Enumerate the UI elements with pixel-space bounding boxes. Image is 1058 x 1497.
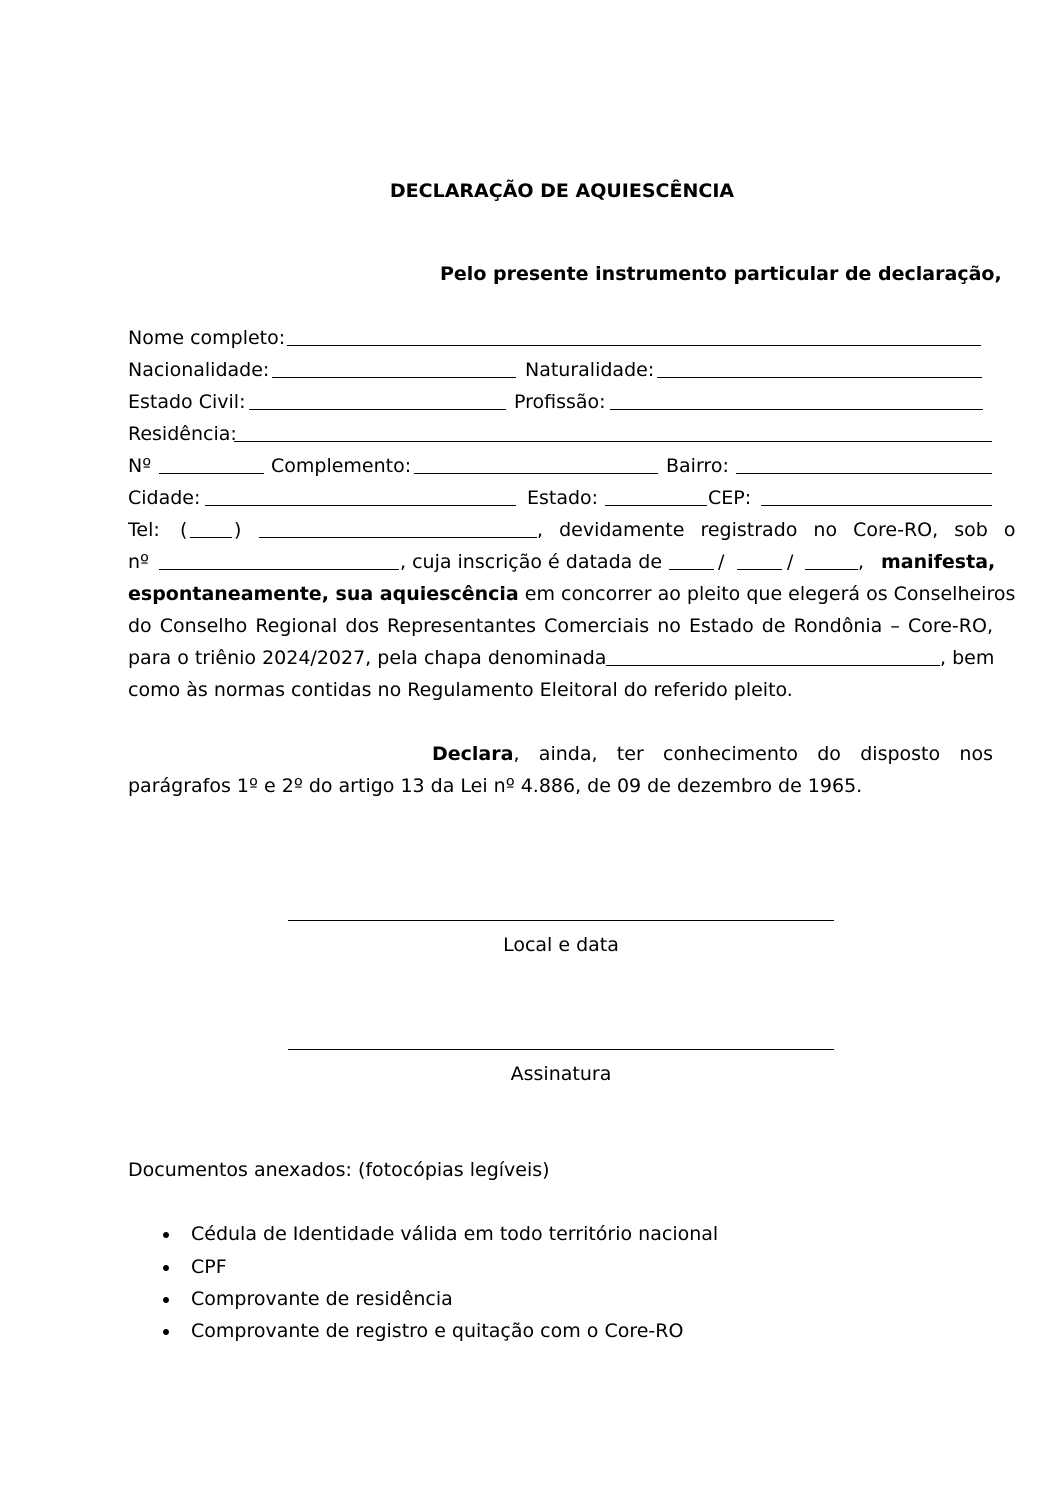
label-cidade: Cidade: xyxy=(128,487,201,509)
assinatura-line[interactable] xyxy=(288,1031,834,1050)
body-line-4: do Conselho Regional dos Representantes Comerciais no Estado de Rondônia – Core-RO, xyxy=(128,615,993,637)
label-profissao: Profissão: xyxy=(514,391,606,413)
label-nacionalidade: Nacionalidade: xyxy=(128,359,270,381)
field-data-ano[interactable] xyxy=(805,552,858,570)
assinatura-label: Assinatura xyxy=(510,1063,612,1085)
documents-heading: Documentos anexados: (fotocópias legíveis) xyxy=(128,1159,550,1181)
field-complemento[interactable] xyxy=(414,456,658,474)
field-nome[interactable] xyxy=(287,328,981,346)
label-estado-civil: Estado Civil: xyxy=(128,391,246,413)
label-residencia: Residência: xyxy=(128,423,237,445)
bullet-icon xyxy=(163,1232,169,1238)
field-estado[interactable] xyxy=(605,488,707,506)
body-line-6: como às normas contidas no Regulamento Eleitoral do referido pleito. xyxy=(128,679,793,701)
label-nome: Nome completo: xyxy=(128,327,286,349)
date-slash-2: / xyxy=(787,551,794,573)
field-registro-numero[interactable] xyxy=(159,552,399,570)
tel-paren-close: ) xyxy=(234,519,242,541)
body-comma: , xyxy=(858,551,865,573)
field-data-dia[interactable] xyxy=(669,552,714,570)
field-estado-civil[interactable] xyxy=(249,392,506,410)
label-estado: Estado: xyxy=(527,487,599,509)
field-chapa[interactable] xyxy=(606,648,940,666)
field-tel[interactable] xyxy=(259,520,537,538)
body-manifesta: manifesta, xyxy=(881,551,996,573)
field-numero[interactable] xyxy=(159,456,264,474)
label-cep: CEP: xyxy=(708,487,752,509)
bullet-icon xyxy=(163,1329,169,1335)
label-numero: Nº xyxy=(128,455,152,477)
body-line-1-tail: , devidamente registrado no Core-RO, sob o xyxy=(537,519,1016,541)
field-residencia[interactable] xyxy=(234,424,992,442)
body-line-5b: , bem xyxy=(940,647,995,669)
label-bairro: Bairro: xyxy=(666,455,729,477)
document-item: Comprovante de registro e quitação com o Core-RO xyxy=(191,1320,684,1342)
field-bairro[interactable] xyxy=(736,456,992,474)
local-data-line[interactable] xyxy=(288,902,834,921)
document-item: Cédula de Identidade válida em todo território nacional xyxy=(191,1223,719,1245)
body-line-3-rest: em concorrer ao pleito que elegerá os Conselheiros xyxy=(524,583,1016,605)
bullet-icon xyxy=(163,1265,169,1271)
field-tel-ddd[interactable] xyxy=(190,520,232,538)
field-naturalidade[interactable] xyxy=(657,360,982,378)
declara-rest: , ainda, ter conhecimento do disposto nos xyxy=(513,743,993,765)
field-nacionalidade[interactable] xyxy=(272,360,516,378)
field-profissao[interactable] xyxy=(610,392,983,410)
body-line-3-bold: espontaneamente, sua aquiescência xyxy=(128,583,519,605)
declara-line-2: parágrafos 1º e 2º do artigo 13 da Lei nº 4.886, de 09 de dezembro de 1965. xyxy=(128,775,863,797)
field-cep[interactable] xyxy=(761,488,992,506)
declara-bold: Declara xyxy=(432,743,514,765)
date-slash-1: / xyxy=(718,551,725,573)
field-cidade[interactable] xyxy=(205,488,516,506)
body-line-2-mid: , cuja inscrição é datada de xyxy=(400,551,663,573)
label-complemento: Complemento: xyxy=(271,455,412,477)
field-data-mes[interactable] xyxy=(737,552,782,570)
body-line-3 xyxy=(128,583,1016,605)
declara-line-1 xyxy=(432,743,993,765)
label-naturalidade: Naturalidade: xyxy=(525,359,655,381)
document-title: DECLARAÇÃO DE AQUIESCÊNCIA xyxy=(389,180,735,202)
body-line-5a: para o triênio 2024/2027, pela chapa denominada xyxy=(128,647,607,669)
document-item: Comprovante de residência xyxy=(191,1288,453,1310)
body-no-label: nº xyxy=(128,551,149,573)
local-data-label: Local e data xyxy=(503,934,619,956)
label-tel: Tel: xyxy=(128,519,160,541)
intro-text: Pelo presente instrumento particular de declaração, xyxy=(440,263,1002,285)
document-item: CPF xyxy=(191,1256,227,1278)
bullet-icon xyxy=(163,1297,169,1303)
tel-paren-open: ( xyxy=(180,519,188,541)
